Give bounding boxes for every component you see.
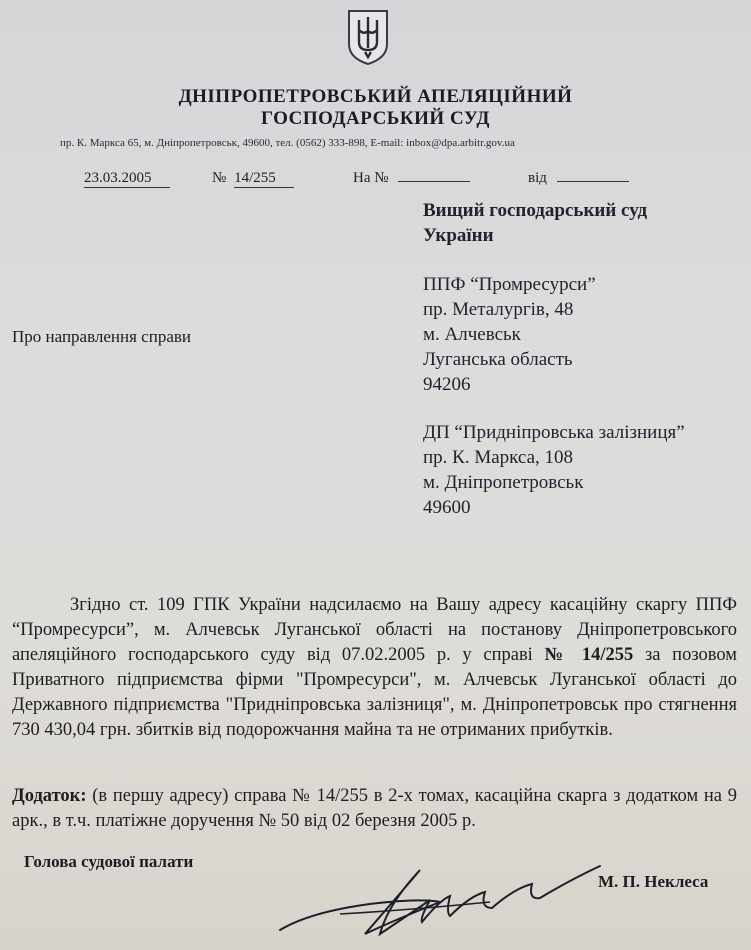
case-number: № 14/255: [544, 645, 634, 665]
org-name-line2: ГОСПОДАРСЬКИЙ СУД: [260, 108, 491, 129]
recipient-line: Вищий господарський суд: [423, 200, 648, 221]
attachment-note: [12, 784, 737, 834]
reference-date-value: [557, 181, 629, 182]
recipient-line: м. Дніпропетровськ: [423, 472, 584, 493]
recipient-line: ДП “Придніпровська залізниця”: [423, 422, 685, 443]
letter-number: 14/255: [234, 170, 294, 188]
recipient-block-3: [423, 420, 685, 520]
trident-emblem-icon: [345, 8, 391, 66]
reference-date-label: від: [528, 170, 547, 186]
body-text: за позовом Приватного підприємства фірми "Промресурси", м. Алчевськ Луганської області до Державного підприємства "Придніпровська залізниця", м. Дніпропетровськ про стягнення 730 430,04 грн. збитків від подорожчання майна та не отриманих прибутків.: [12, 645, 737, 740]
letter-number-field: [212, 170, 294, 188]
signatory-name: М. П. Неклеса: [598, 872, 709, 891]
letter-date: 23.03.2005: [84, 170, 170, 188]
recipient-block-2: [423, 272, 596, 397]
reference-date-field: [528, 170, 629, 187]
recipient-line: пр. К. Маркса, 108: [423, 447, 574, 468]
reference-label: На №: [353, 170, 389, 186]
recipient-line: м. Алчевськ: [423, 324, 521, 345]
reference-field: [353, 170, 470, 187]
handwritten-signature-icon: [270, 852, 630, 944]
letter-date-field: [84, 170, 170, 188]
letter-number-label: №: [212, 170, 227, 186]
letter-body: [12, 593, 737, 743]
body-paragraph: [12, 593, 737, 743]
attachment-text: (в першу адресу) справа № 14/255 в 2-х томах, касаційна скарга з додатком на 9 арк., в т.ч. платіжне доручення № 50 від 02 березня 2005 р.: [12, 786, 737, 831]
recipient-line: 49600: [423, 497, 471, 518]
attachment-label: Додаток:: [12, 786, 87, 806]
recipient-line: пр. Металургів, 48: [423, 299, 574, 320]
signatory-title: Голова судової палати: [24, 852, 194, 871]
recipient-line: України: [423, 225, 494, 246]
recipient-line: Луганська область: [423, 349, 573, 370]
reference-value: [398, 181, 470, 182]
letter-subject: Про направлення справи: [12, 327, 191, 346]
recipient-line: ППФ “Промресурси”: [423, 274, 596, 295]
recipient-block-1: [423, 198, 647, 248]
org-contacts: пр. К. Маркса 65, м. Дніпропетровськ, 49600, тел. (0562) 333-898, E-mail: inbox@dpa.arbitr.gov.ua: [60, 137, 515, 149]
body-text: Згідно ст. 109 ГПК України надсилаємо на Вашу адресу касаційну скаргу ППФ “Промресурси”, м. Алчевськ Луганської області на постанову Дніпропетровського апеляційного господарського суду від 07.02.2005 р. у справі: [12, 595, 737, 665]
org-name-line1: ДНІПРОПЕТРОВСЬКИЙ АПЕЛЯЦІЙНИЙ: [178, 86, 573, 107]
recipient-line: 94206: [423, 374, 471, 395]
